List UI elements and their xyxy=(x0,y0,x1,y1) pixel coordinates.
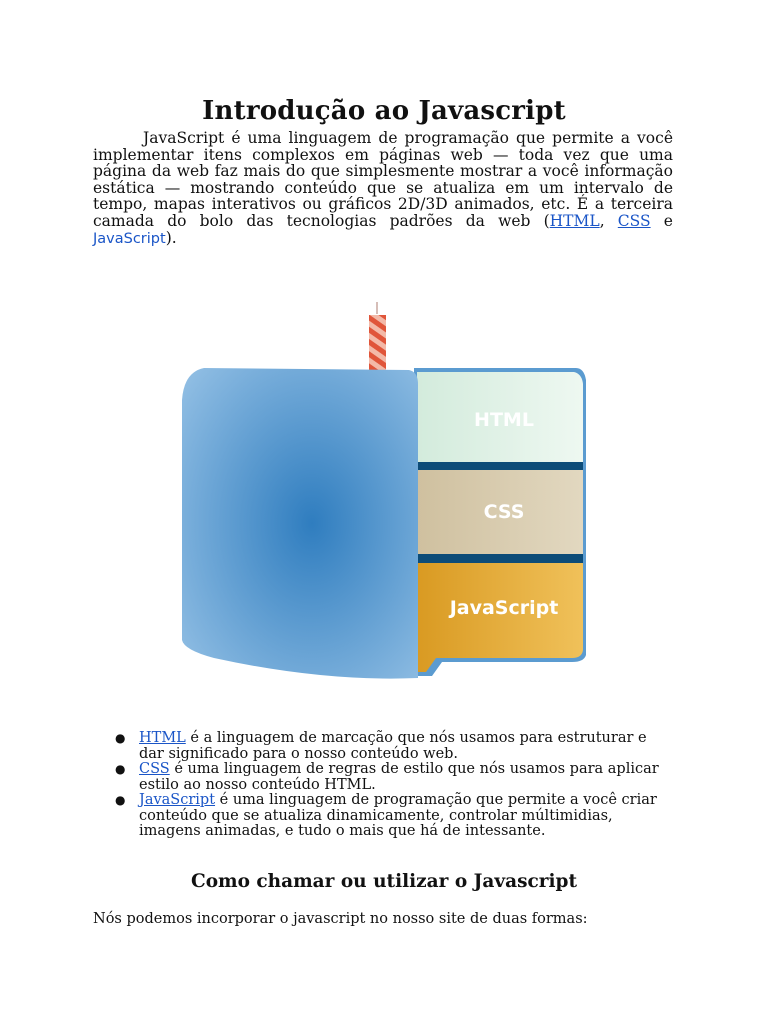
list-item xyxy=(115,731,675,762)
list-item xyxy=(115,762,675,793)
intro-text: JavaScript é uma linguagem de programação que permite a você implementar itens complexos em páginas web — toda vez que uma página da web faz mais do que simplesmente mostrar a você informação estática — mostrando conteúdo que se atualiza em um intervalo de tempo, mapas interativos ou gráficos 2D/3D animados, etc. É a terceira camada do bolo das tecnologias padrões da web ( xyxy=(93,129,673,230)
list-item xyxy=(115,793,675,840)
cake-svg xyxy=(174,300,594,680)
javascript-link[interactable]: JavaScript xyxy=(139,792,216,808)
cake-front xyxy=(182,368,418,679)
bullet-icon: ● xyxy=(115,762,126,776)
list-item-text: é uma linguagem de regras de estilo que nós usamos para aplicar estilo ao nosso conteúdo HTML. xyxy=(139,761,659,793)
web-technologies-cake-illustration xyxy=(174,300,594,680)
page-title: Introdução ao Javascript xyxy=(202,96,566,126)
body-paragraph: Nós podemos incorporar o javascript no nosso site de duas formas: xyxy=(93,911,588,927)
intro-end: ). xyxy=(165,228,177,247)
html-link[interactable]: HTML xyxy=(549,211,600,230)
intro-paragraph xyxy=(93,130,673,247)
javascript-link[interactable]: JavaScript xyxy=(93,230,166,247)
layer-separator xyxy=(417,462,583,470)
list-item-text: é uma linguagem de programação que permite a você criar conteúdo que se atualiza dinamicamente, controlar múltimidias, imagens animadas, e tudo o mais que há de intessante. xyxy=(139,792,657,839)
javascript-layer-label: JavaScript xyxy=(449,597,559,619)
bullet-icon: ● xyxy=(115,793,126,807)
list-item-text: é a linguagem de marcação que nós usamos para estruturar e dar significado para o nosso conteúdo web. xyxy=(139,730,647,762)
css-link[interactable]: CSS xyxy=(617,211,651,230)
css-layer-label: CSS xyxy=(483,501,525,523)
candle xyxy=(369,315,386,370)
html-layer-label: HTML xyxy=(474,409,534,431)
css-link[interactable]: CSS xyxy=(139,761,170,777)
technologies-list xyxy=(115,731,675,840)
intro-separator: , xyxy=(599,211,618,230)
html-link[interactable]: HTML xyxy=(139,730,186,746)
bullet-icon: ● xyxy=(115,731,126,745)
section-title: Como chamar ou utilizar o Javascript xyxy=(190,871,578,892)
layer-separator xyxy=(417,554,583,563)
intro-separator: e xyxy=(650,211,673,230)
